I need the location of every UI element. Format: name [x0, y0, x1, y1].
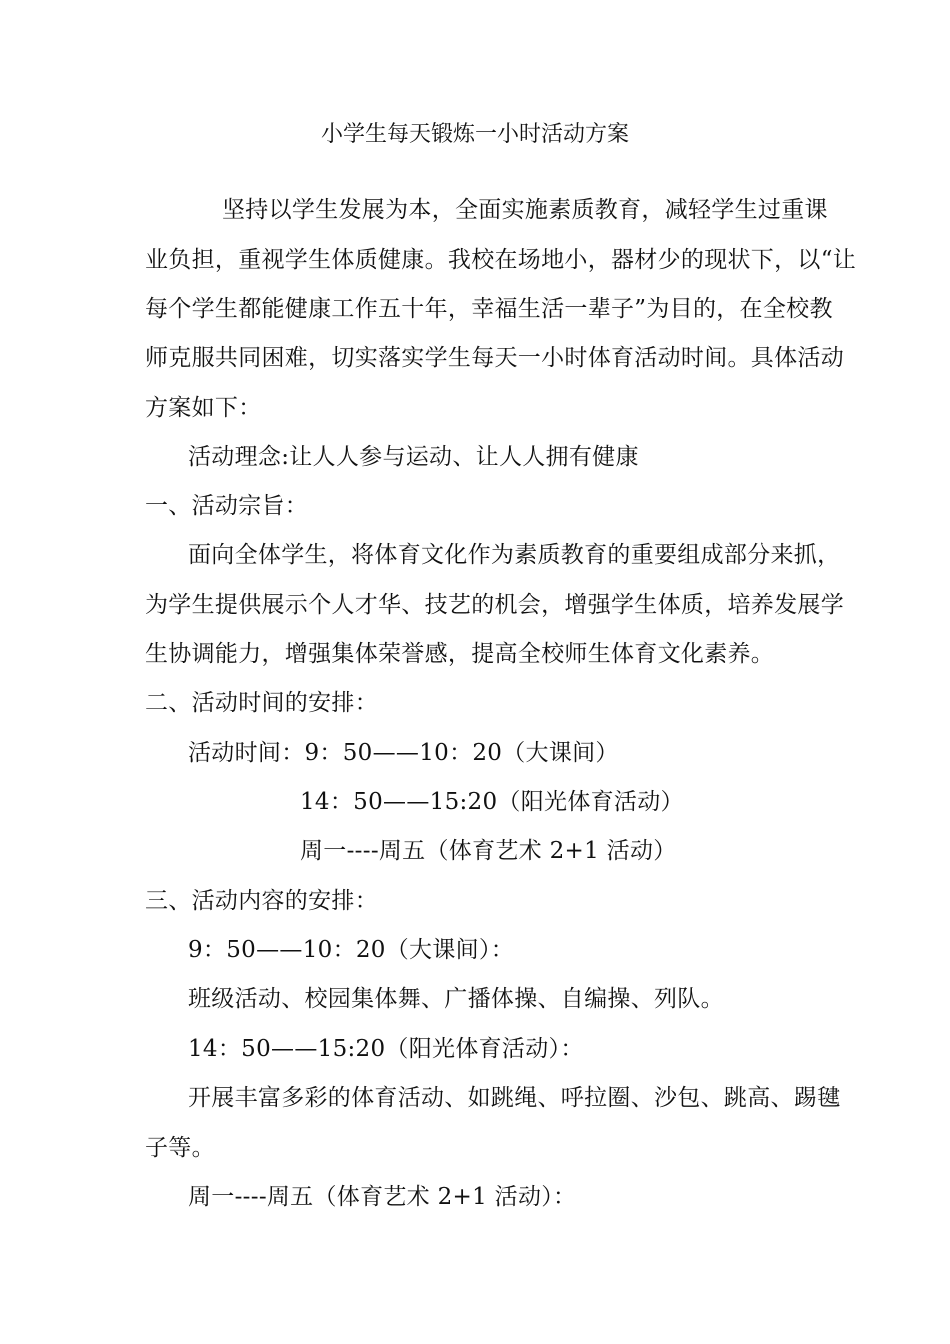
schedule-line: 9：50——10：20（大课间）：: [188, 937, 515, 963]
schedule-line: 活动时间：9：50——10：20（大课间）: [188, 740, 619, 766]
paragraph-line: 师克服共同困难，切实落实学生每天一小时体育活动时间。具体活动: [145, 345, 844, 371]
section-heading: 二、活动时间的安排：: [145, 690, 378, 716]
schedule-line: 14：50——15:20（阳光体育活动）: [300, 789, 684, 815]
paragraph-line: 坚持以学生发展为本，全面实施素质教育，减轻学生过重课: [222, 197, 828, 223]
paragraph-line: 方案如下：: [145, 395, 262, 421]
paragraph-line: 子等。: [145, 1135, 215, 1161]
document-title: 小学生每天锻炼一小时活动方案: [320, 122, 629, 147]
paragraph-line: 面向全体学生，将体育文化作为素质教育的重要组成部分来抓，: [188, 542, 841, 568]
schedule-line: 周一----周五（体育艺术 2+1 活动）：: [188, 1184, 577, 1210]
schedule-line: 周一----周五（体育艺术 2+1 活动）: [300, 838, 677, 864]
paragraph-line: 班级活动、校园集体舞、广播体操、自编操、列队。: [188, 986, 724, 1012]
section-heading: 一、活动宗旨：: [145, 493, 309, 519]
paragraph-line: 业负担，重视学生体质健康。我校在场地小，器材少的现状下，以“让: [145, 247, 857, 273]
paragraph-line: 每个学生都能健康工作五十年，幸福生活一辈子”为目的，在全校教: [145, 296, 833, 322]
paragraph-line: 生协调能力，增强集体荣誉感，提高全校师生体育文化素养。: [145, 641, 775, 667]
paragraph-line: 为学生提供展示个人才华、技艺的机会，增强学生体质，培养发展学: [145, 592, 844, 618]
schedule-line: 14：50——15:20（阳光体育活动）：: [188, 1036, 584, 1062]
section-heading: 三、活动内容的安排：: [145, 888, 378, 914]
activity-concept: 活动理念:让人人参与运动、让人人拥有健康: [188, 444, 639, 470]
paragraph-line: 开展丰富多彩的体育活动、如跳绳、呼拉圈、沙包、跳高、踢毽: [188, 1085, 841, 1111]
